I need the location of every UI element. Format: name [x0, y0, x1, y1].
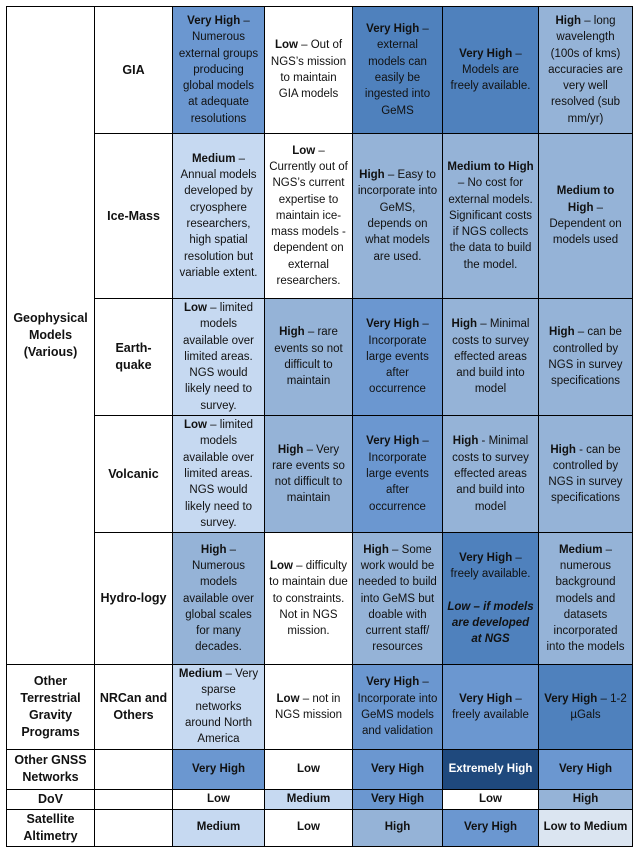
table-cell: Medium [265, 789, 353, 809]
table-cell: Very High – Incorporate large events after occurrence [353, 416, 443, 533]
table-cell: Low – Currently out of NGS’s current expertise to maintain ice-mass models - dependent on external researchers. [265, 134, 353, 299]
table-cell: Very High – Models are freely available. [443, 7, 539, 134]
table-cell: Very High – Incorporate into GeMS models and validation [353, 665, 443, 749]
table-cell: Low – Out of NGS’s mission to maintain GIA models [265, 7, 353, 134]
table-cell: High – Minimal costs to survey effected areas and build into model [443, 299, 539, 416]
table-row [7, 809, 633, 846]
row-label-empty [95, 749, 173, 789]
table-cell: High – Very rare events so not difficult to maintain [265, 416, 353, 533]
table-cell: Medium – Very sparse networks around North America [173, 665, 265, 749]
table-cell: Very High [443, 809, 539, 846]
table-cell: Very High – Incorporate large events after occurrence [353, 299, 443, 416]
hydrology-note: Low – if models are developed at NGS [447, 600, 534, 646]
table-row [7, 533, 633, 665]
table-cell: Low [443, 789, 539, 809]
table-cell: Medium [173, 809, 265, 846]
table-cell: Low – difficulty to maintain due to constraints. Not in NGS mission. [265, 533, 353, 665]
table-cell: Low to Medium [539, 809, 633, 846]
table-row [7, 134, 633, 299]
row-label-volcanic: Volcanic [95, 416, 173, 533]
table-cell: Very High [173, 749, 265, 789]
table-cell: High – Some work would be needed to build into GeMS but doable with current staff/ resources [353, 533, 443, 665]
table-cell: Very High [353, 789, 443, 809]
table-cell: Extremely High [443, 749, 539, 789]
table-cell: Very High – Numerous external groups producing global models at adequate resolutions [173, 7, 265, 134]
table-cell: Low [265, 809, 353, 846]
table-cell: Very High – freely available. Low – if models are developed at NGS [443, 533, 539, 665]
table-cell: Medium – Annual models developed by cryosphere researchers, high spatial resolution but variable extent. [173, 134, 265, 299]
row-label-nrcan: NRCan and Others [95, 665, 173, 749]
table-row [7, 665, 633, 749]
table-cell: Very High – 1-2 µGals [539, 665, 633, 749]
table-cell: High – rare events so not difficult to maintain [265, 299, 353, 416]
table-cell: High – long wavelength (100s of kms) accuracies are very well resolved (sub mm/yr) [539, 7, 633, 134]
table-cell: High - can be controlled by NGS in survey specifications [539, 416, 633, 533]
row-label-empty [95, 789, 173, 809]
table-cell: Very High – external models can easily be ingested into GeMS [353, 7, 443, 134]
table-row [7, 749, 633, 789]
table-cell: High – can be controlled by NGS in survey specifications [539, 299, 633, 416]
table-cell: Medium – numerous background models and datasets incorporated into the models [539, 533, 633, 665]
table-cell: Low – not in NGS mission [265, 665, 353, 749]
row-label-hydrology: Hydro-logy [95, 533, 173, 665]
category-terrestrial-gravity: Other Terrestrial Gravity Programs [7, 665, 95, 749]
table-row [7, 7, 633, 134]
table-cell: High – Easy to incorporate into GeMS, depends on what models are used. [353, 134, 443, 299]
table-cell: Low – limited models available over limited areas. NGS would likely need to survey. [173, 416, 265, 533]
table-row [7, 299, 633, 416]
table-cell: Medium to High – No cost for external models. Significant costs if NGS collects the data to build the model. [443, 134, 539, 299]
table-cell: Very High – freely available [443, 665, 539, 749]
row-label-gia: GIA [95, 7, 173, 134]
category-gnss-networks: Other GNSS Networks [7, 749, 95, 789]
row-label-earthquake: Earth-quake [95, 299, 173, 416]
assessment-table [6, 6, 633, 847]
row-label-ice-mass: Ice-Mass [95, 134, 173, 299]
category-geophysical-models: Geophysical Models (Various) [7, 7, 95, 665]
table-cell: High [353, 809, 443, 846]
table-cell: Low – limited models available over limited areas. NGS would likely need to survey. [173, 299, 265, 416]
table-cell: High [539, 789, 633, 809]
table-cell: Low [265, 749, 353, 789]
table-row [7, 789, 633, 809]
table-cell: Very High [353, 749, 443, 789]
category-satellite-altimetry: Satellite Altimetry [7, 809, 95, 846]
table-cell: Low [173, 789, 265, 809]
category-dov: DoV [7, 789, 95, 809]
table-cell: Medium to High – Dependent on models used [539, 134, 633, 299]
row-label-empty [95, 809, 173, 846]
table-row [7, 416, 633, 533]
table-cell: High - Minimal costs to survey effected areas and build into model [443, 416, 539, 533]
table-cell: Very High [539, 749, 633, 789]
table-cell: High – Numerous models available over global scales for many decades. [173, 533, 265, 665]
